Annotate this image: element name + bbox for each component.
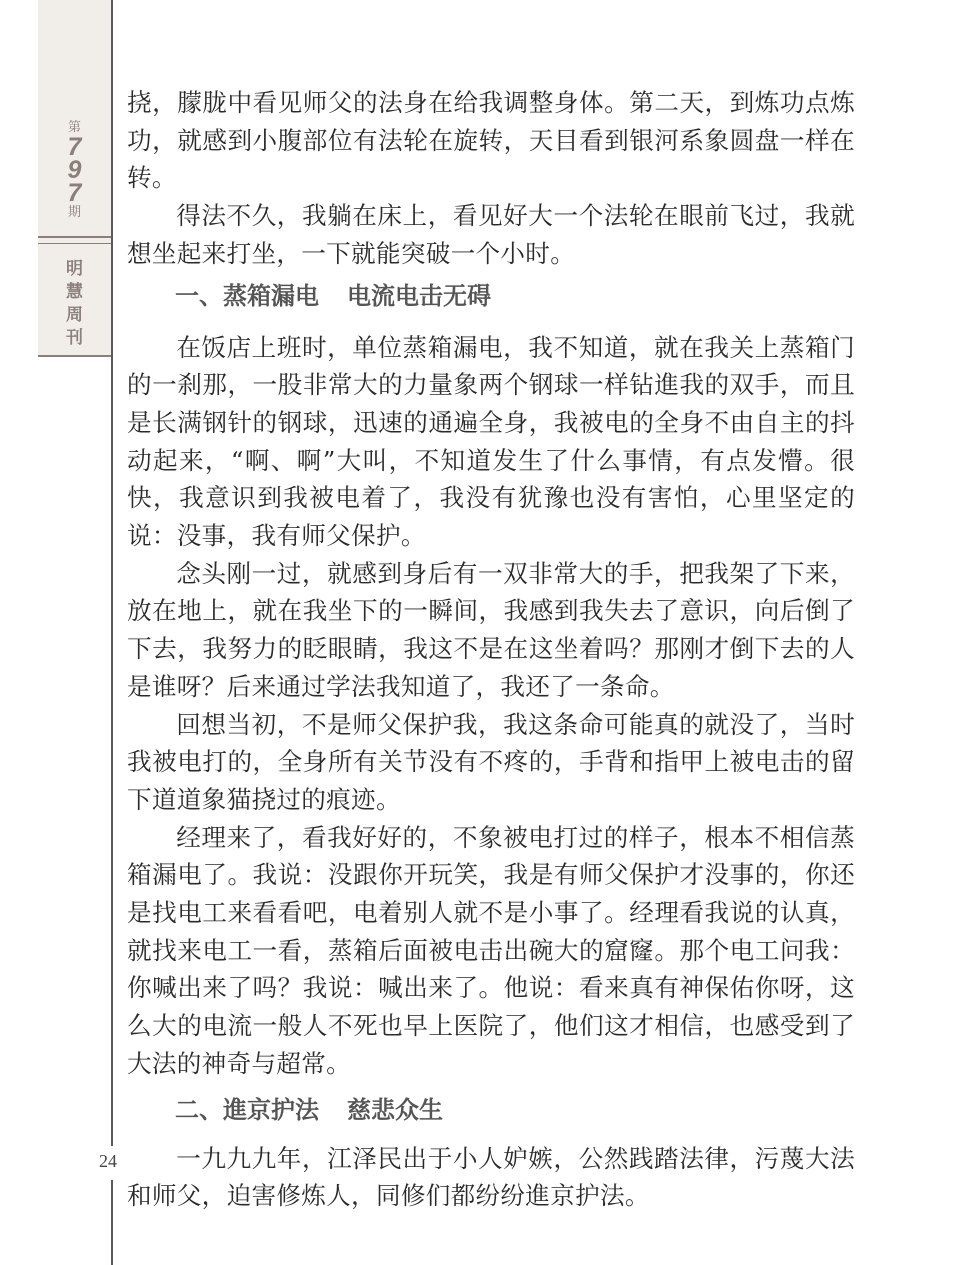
paragraph: 在饭店上班时，单位蒸箱漏电，我不知道，就在我关上蒸箱门的一刹那，一股非常大的力量象两个钢球一样钻進我的双手，而且是长满钢针的钢球，迅速的通遍全身，我被电的全身不由自主的抖动起来，“啊、啊”大叫，不知道发生了什么事情，有点发懵。很快，我意识到我被电着了，我没有犹豫也没有害怕，心里坚定的说：没事，我有师父保护。 [127, 332, 855, 551]
margin-panel [38, 0, 111, 357]
issue-label [38, 120, 111, 221]
panel-divider [38, 236, 111, 244]
section-heading [127, 1083, 855, 1140]
brand-char: 周 [66, 305, 83, 325]
paragraph: 念头刚一过，就感到身后有一双非常大的手，把我架了下来，放在地上，就在我坐下的一瞬间，我感到我失去了意识，向后倒了下去，我努力的眨眼睛，我这不是在这坐着吗？那刚才倒下去的人是谁呀？后来通过学法我知道了，我还了一条命。 [127, 558, 855, 701]
section-heading [127, 273, 855, 329]
paragraph: 得法不久，我躺在床上，看见好大一个法轮在眼前飞过，我就想坐起来打坐，一下就能突破一个小时。 [127, 201, 855, 268]
publication-brand [38, 258, 111, 350]
paragraph: 一九九九年，江泽民出于小人妒嫉，公然践踏法律，污蔑大法和师父，迫害修炼人，同修们都纷纷進京护法。 [127, 1143, 855, 1211]
brand-char: 慧 [66, 282, 83, 302]
heading-part: 慈悲众生 [347, 1095, 443, 1124]
heading-part: 电流电击无碍 [347, 281, 491, 310]
issue-digit: 9 [67, 156, 82, 184]
issue-suffix: 期 [67, 205, 81, 220]
brand-char: 刊 [66, 328, 83, 348]
issue-prefix: 第 [67, 120, 81, 135]
paragraph: 回想当初，不是师父保护我，我这条命可能真的就没了，当时我被电打的，全身所有关节没有不疼的，手背和指甲上被电击的留下道道象猫挠过的痕迹。 [127, 709, 855, 814]
issue-digit: 7 [67, 179, 82, 207]
paragraph: 挠，朦胧中看见师父的法身在给我调整身体。第二天，到炼功点炼功，就感到小腹部位有法轮在旋转，天目看到银河系象圆盘一样在转。 [127, 88, 855, 193]
margin-rule [111, 0, 113, 1265]
heading-part: 一、蒸箱漏电 [175, 281, 319, 310]
issue-number [38, 133, 111, 207]
page-number: 24 [88, 1146, 128, 1180]
paragraph: 经理来了，看我好好的，不象被电打过的样子，根本不相信蒸箱漏电了。我说：没跟你开玩笑，我是有师父保护才没事的，你还是找电工来看看吧，电着别人就不是小事了。经理看我说的认真，就找来电工一看，蒸箱后面被电击出碗大的窟窿。那个电工问我：你喊出来了吗？我说：喊出来了。他说：看来真有神保佑你呀，这么大的电流一般人不死也早上医院了，他们这才相信，也感受到了大法的神奇与超常。 [127, 822, 855, 1078]
brand-char: 明 [66, 259, 83, 279]
issue-digit: 7 [67, 133, 82, 161]
article-body [127, 84, 855, 1215]
heading-part: 二、進京护法 [175, 1095, 319, 1124]
